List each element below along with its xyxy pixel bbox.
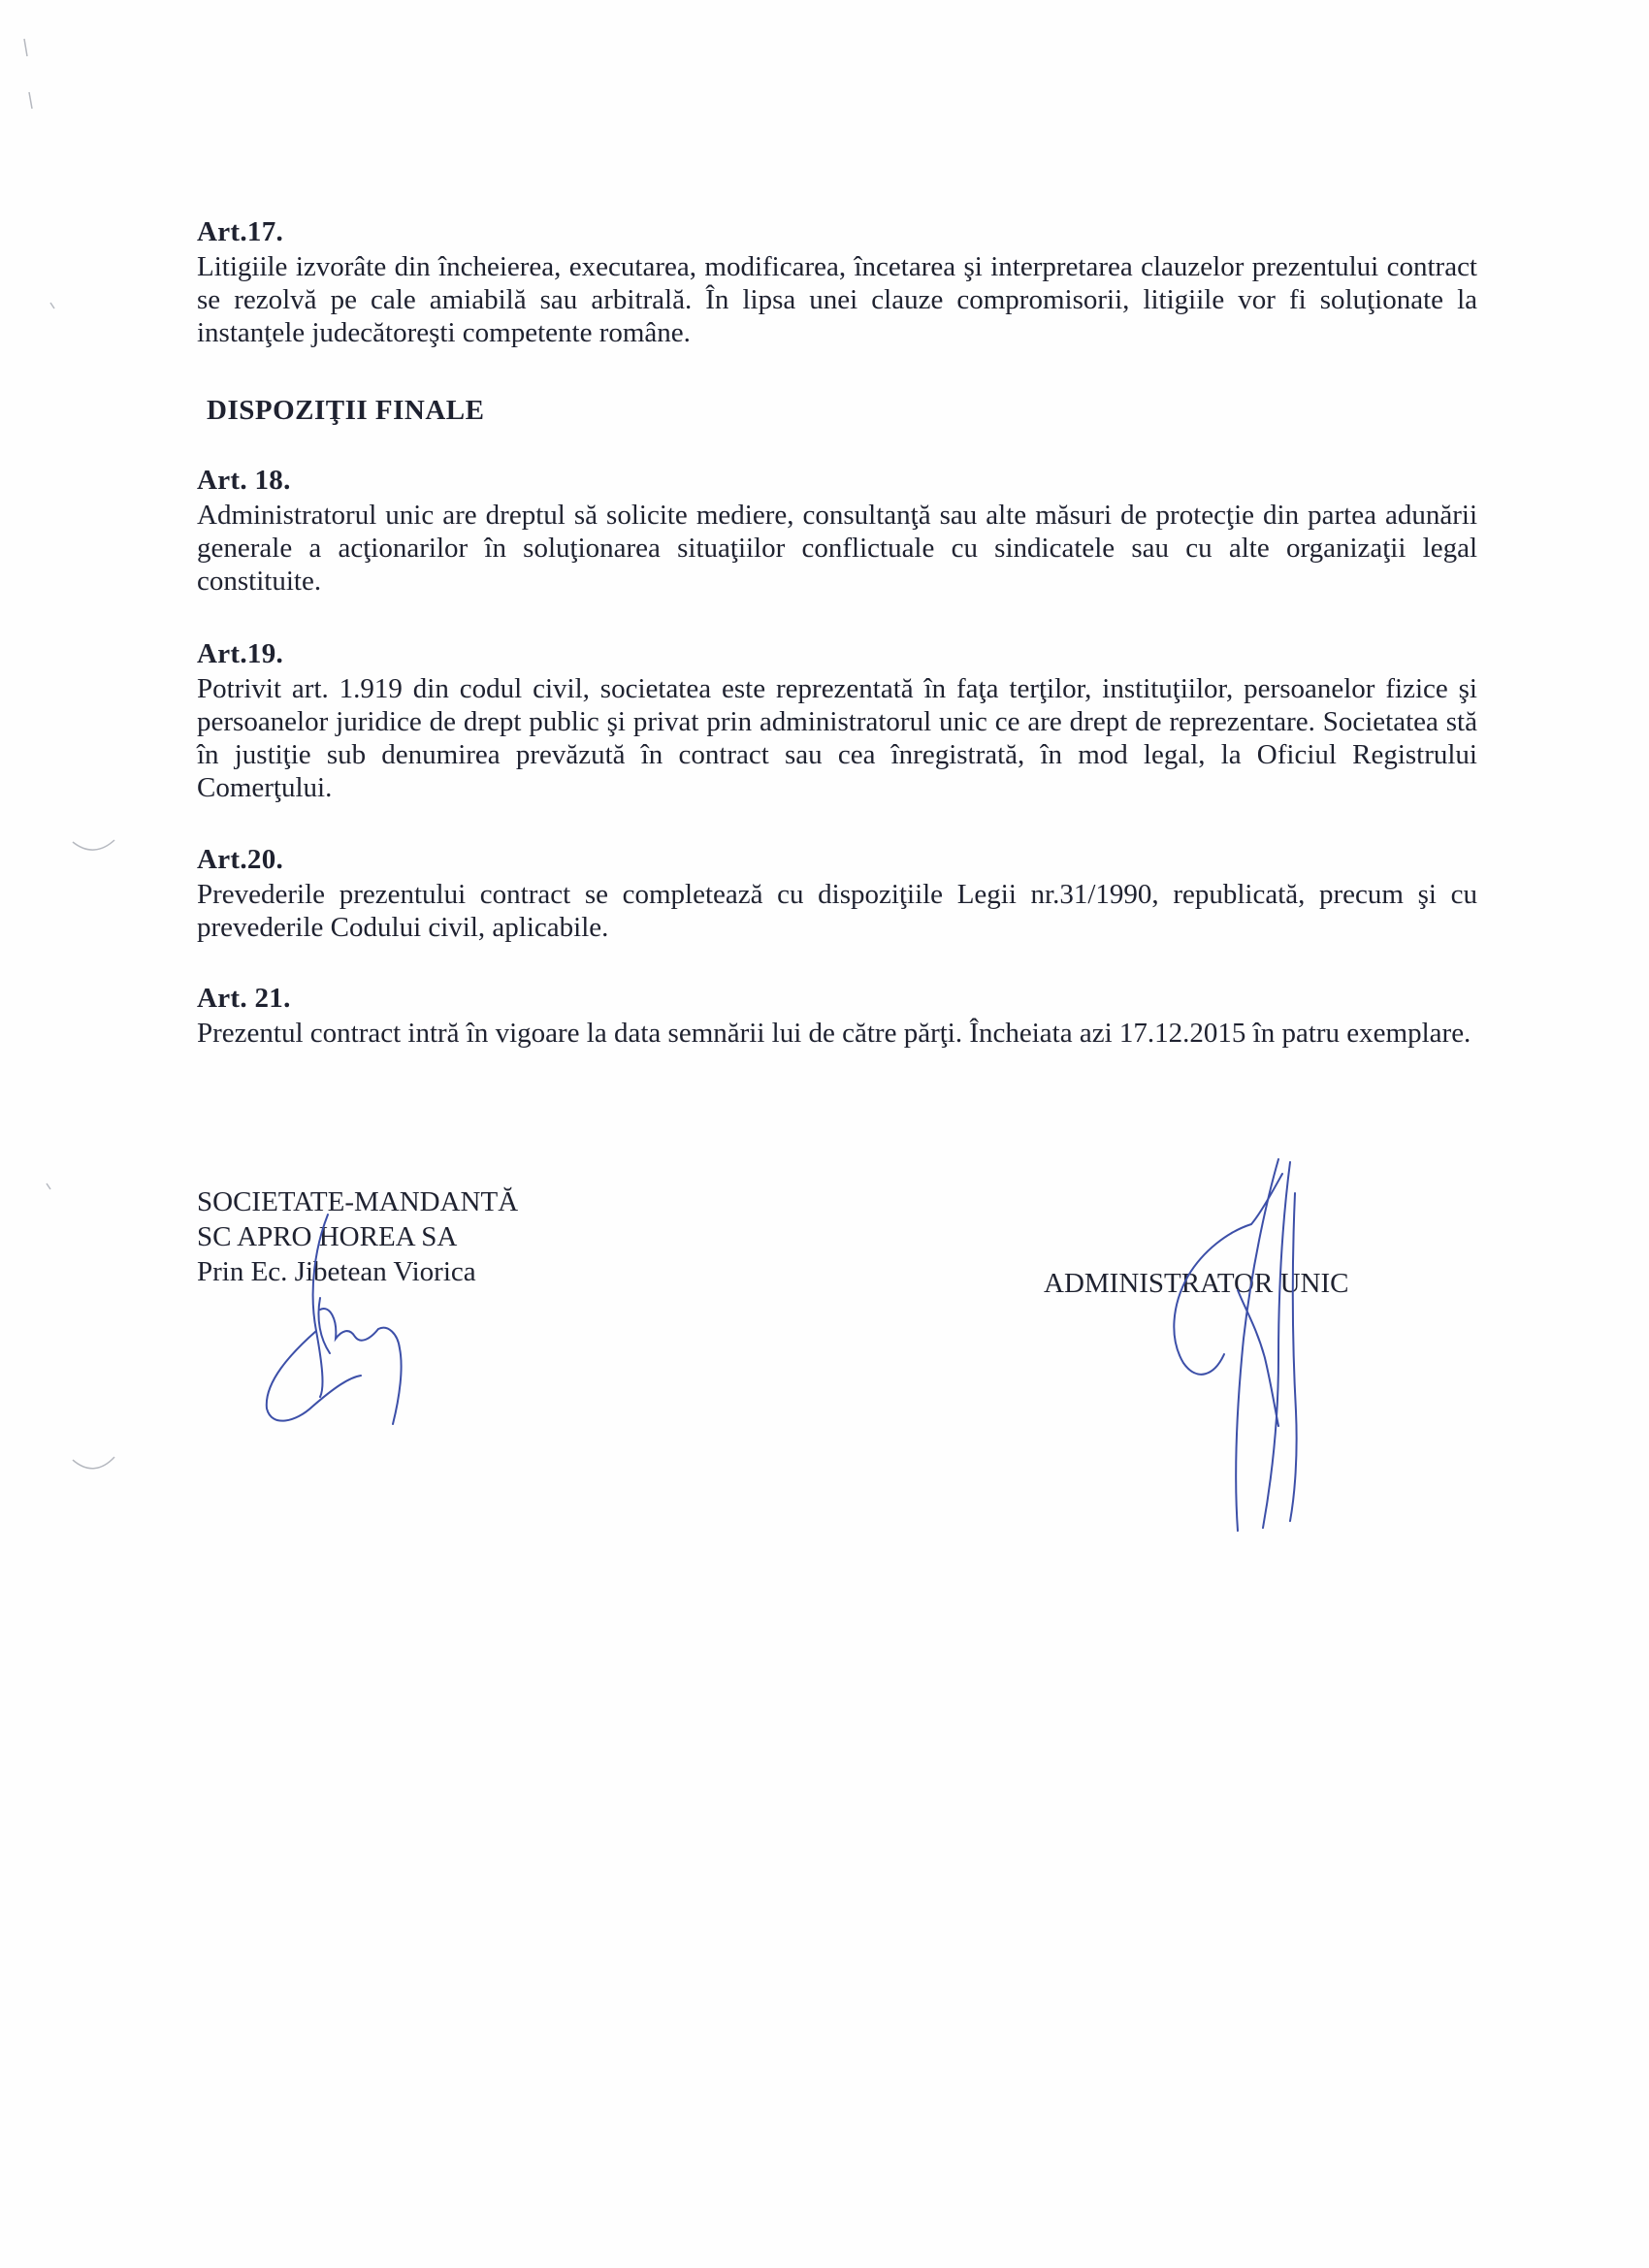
article-body: Prezentul contract intră în vigoare la data semnării lui de către părţi. Încheiata azi 17.12.2015 în patru exemplare. (197, 1018, 1471, 1049)
company-name: SC APRO HOREA SA (197, 1221, 458, 1252)
company-representative: Prin Ec. Jibetean Viorica (197, 1256, 476, 1287)
signature-left (267, 1215, 402, 1424)
article-body: Prevederile prezentului contract se completează cu dispoziţiile Legii nr.31/1990, republicată, precum şi cu prevederile Codului civil, aplicabile. (197, 879, 1477, 943)
signature-right (1174, 1159, 1296, 1531)
company-role: SOCIETATE-MANDANTĂ (197, 1186, 519, 1217)
article-title: Art.17. (197, 216, 284, 247)
article-title: Art. 18. (197, 465, 291, 496)
scan-marks (24, 39, 114, 1469)
article-title: Art.20. (197, 844, 284, 875)
article-body: Administratorul unic are dreptul să solicite mediere, consultanţă sau alte măsuri de protecţie din partea adunării generale a acţionarilor în soluţionarea situaţiilor conflictuale cu sindicatele sau cu alte organizaţii legal constituite. (197, 500, 1477, 597)
section-heading: DISPOZIŢII FINALE (207, 395, 485, 426)
article-body: Litigiile izvorâte din încheierea, executarea, modificarea, încetarea şi interpretarea clauzelor prezentului contract se rezolvă pe cale amiabilă sau arbitrală. În lipsa unei clauze compromisorii, litigiile vor fi soluţionate la instanţele judecătoreşti competente române. (197, 251, 1477, 348)
article-body: Potrivit art. 1.919 din codul civil, societatea este reprezentată în faţa terţilor, instituţiilor, persoanelor fizice şi persoanelor juridice de drept public şi privat prin administratorul unic ce are drept de reprezentare. Societatea stă în justiţie sub denumirea prevăzută în contract sau cea înregistrată, în mod legal, la Oficiul Registrului Comerţului. (197, 673, 1477, 803)
article-title: Art. 21. (197, 983, 291, 1014)
article-title: Art.19. (197, 638, 284, 669)
administrator-label: ADMINISTRATOR UNIC (1044, 1268, 1349, 1299)
